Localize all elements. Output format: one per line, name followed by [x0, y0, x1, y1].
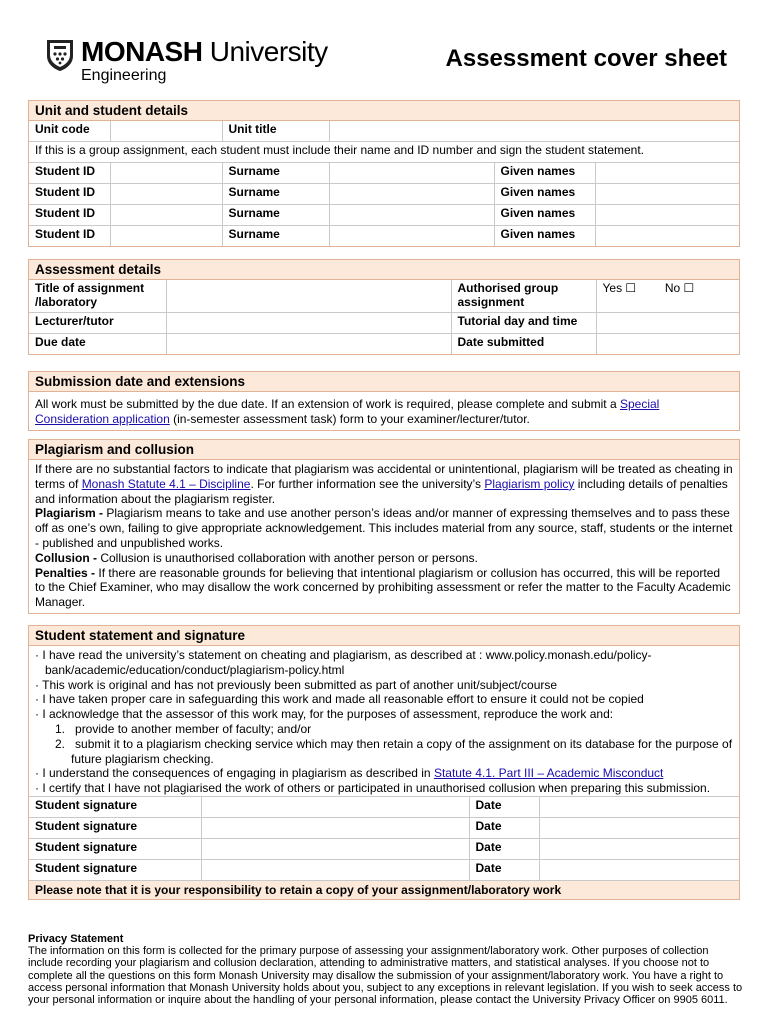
- list-item: · I have read the university’s statement on cheating and plagiarism, as described at : www.policy.monash.edu/policy-bank/academic/education/conduct/plagiarism-policy.html: [35, 648, 652, 677]
- plagiarism-intro: If there are no substantial factors to indicate that plagiarism was accidental or unintentional, plagiarism will be treated as cheating in terms of Monash Statute 4.1 – Discipline. For further information see the university’s Plagiarism policy including details of penalties and information about the plagiarism register.: [35, 462, 733, 506]
- statement-section: [28, 625, 740, 900]
- section-heading: Student statement and signature: [29, 626, 739, 646]
- plagiarism-section: [28, 439, 740, 614]
- statement-list: [29, 646, 739, 796]
- plagiarism-text: [29, 460, 739, 613]
- date-label: Date: [469, 859, 539, 880]
- assignment-title-field[interactable]: [166, 280, 451, 313]
- unit-code-field[interactable]: [110, 121, 222, 142]
- group-note: If this is a group assignment, each student must include their name and ID number and sign the student statement.: [29, 142, 739, 163]
- list-item: 1. provide to another member of faculty; and/or: [55, 721, 312, 736]
- retain-copy-note: Please note that it is your responsibility to retain a copy of your assignment/laboratory work: [29, 880, 739, 899]
- lecturer-label: Lecturer/tutor: [29, 313, 166, 334]
- given-names-label: Given names: [494, 184, 595, 205]
- surname-field[interactable]: [329, 226, 494, 247]
- section-heading: Plagiarism and collusion: [29, 440, 739, 460]
- due-date-label: Due date: [29, 334, 166, 355]
- signature-field[interactable]: [201, 838, 469, 859]
- unit-student-section: [28, 100, 740, 247]
- student-id-field[interactable]: [110, 163, 222, 184]
- student-id-field[interactable]: [110, 184, 222, 205]
- authorised-group-label: Authorised group assignment: [451, 280, 596, 313]
- student-row: [29, 163, 739, 184]
- signature-row: [29, 859, 739, 880]
- student-row: [29, 205, 739, 226]
- surname-label: Surname: [222, 205, 329, 226]
- date-field[interactable]: [539, 796, 739, 817]
- privacy-statement: [28, 933, 744, 1006]
- surname-field[interactable]: [329, 205, 494, 226]
- signature-label: Student signature: [29, 817, 201, 838]
- list-item: 2. submit it to a plagiarism checking service which may then retain a copy of the assignment on its database for the purpose of future plagiarism checking.: [55, 736, 733, 766]
- student-row: [29, 226, 739, 247]
- unit-code-label: Unit code: [29, 121, 110, 142]
- collusion-definition: Collusion - Collusion is unauthorised collaboration with another person or persons.: [35, 550, 478, 565]
- plagiarism-definition: Plagiarism - Plagiarism means to take and use another person’s ideas and/or manner of expressing themselves and to pass these off as one’s own, failing to give appropriate acknowledgement. This includes material from any source, staff, students or the internet - published and unpublished works.: [35, 506, 733, 550]
- unit-table: [29, 121, 739, 246]
- section-heading: Unit and student details: [29, 101, 739, 121]
- student-id-label: Student ID: [29, 163, 110, 184]
- date-field[interactable]: [539, 859, 739, 880]
- authorised-group-options: [596, 280, 739, 313]
- signature-field[interactable]: [201, 859, 469, 880]
- date-field[interactable]: [539, 838, 739, 859]
- assignment-title-label: Title of assignment /laboratory: [29, 280, 166, 313]
- signature-field[interactable]: [201, 796, 469, 817]
- logo-wordmark: MONASH University: [81, 36, 328, 67]
- section-heading: Submission date and extensions: [29, 372, 739, 392]
- monash-crest-icon: [45, 38, 75, 72]
- given-names-label: Given names: [494, 163, 595, 184]
- logo-faculty: Engineering: [81, 67, 167, 84]
- lecturer-field[interactable]: [166, 313, 451, 334]
- privacy-heading: Privacy Statement: [28, 933, 124, 945]
- signature-row: [29, 796, 739, 817]
- tutorial-label: Tutorial day and time: [451, 313, 596, 334]
- student-id-label: Student ID: [29, 226, 110, 247]
- unit-title-field[interactable]: [329, 121, 739, 142]
- date-field[interactable]: [539, 817, 739, 838]
- surname-label: Surname: [222, 163, 329, 184]
- signature-label: Student signature: [29, 859, 201, 880]
- page-title: Assessment cover sheet: [445, 45, 727, 72]
- signature-label: Student signature: [29, 796, 201, 817]
- date-submitted-field[interactable]: [596, 334, 739, 355]
- list-item: · This work is original and has not previously been submitted as part of another unit/subject/course: [35, 677, 558, 692]
- submission-section: [28, 371, 740, 431]
- signature-field[interactable]: [201, 817, 469, 838]
- assessment-section: [28, 259, 740, 355]
- statute-misconduct-link[interactable]: Statute 4.1. Part III – Academic Misconduct: [433, 766, 664, 781]
- list-item: · I have taken proper care in safeguarding this work and made all reasonable effort to ensure it could not be copied: [35, 692, 644, 707]
- given-names-label: Given names: [494, 226, 595, 247]
- student-id-field[interactable]: [110, 226, 222, 247]
- date-submitted-label: Date submitted: [451, 334, 596, 355]
- student-id-label: Student ID: [29, 205, 110, 226]
- assessment-table: [29, 280, 739, 354]
- student-row: [29, 184, 739, 205]
- student-id-label: Student ID: [29, 184, 110, 205]
- list-item: · I understand the consequences of engaging in plagiarism as described in Statute 4.1. Part III – Academic Misconduct: [35, 766, 664, 781]
- date-label: Date: [469, 817, 539, 838]
- yes-checkbox[interactable]: Yes ☐: [602, 281, 637, 295]
- signature-row: [29, 817, 739, 838]
- no-checkbox[interactable]: No ☐: [664, 281, 695, 295]
- list-item: · I acknowledge that the assessor of this work may, for the purposes of assessment, reproduce the work and:: [35, 707, 614, 722]
- student-id-field[interactable]: [110, 205, 222, 226]
- given-names-field[interactable]: [595, 163, 739, 184]
- surname-label: Surname: [222, 184, 329, 205]
- signature-table: [29, 796, 739, 880]
- section-heading: Assessment details: [29, 260, 739, 280]
- date-label: Date: [469, 838, 539, 859]
- signature-label: Student signature: [29, 838, 201, 859]
- surname-label: Surname: [222, 226, 329, 247]
- submission-text: All work must be submitted by the due date. If an extension of work is required, please complete and submit a Special Consideration application (in-semester assessment task) form to your examiner/lecturer/tutor.: [35, 397, 660, 426]
- plagiarism-policy-link[interactable]: Plagiarism policy: [484, 476, 575, 491]
- unit-title-label: Unit title: [222, 121, 329, 142]
- surname-field[interactable]: [329, 184, 494, 205]
- surname-field[interactable]: [329, 163, 494, 184]
- date-label: Date: [469, 796, 539, 817]
- given-names-field[interactable]: [595, 226, 739, 247]
- given-names-field[interactable]: [595, 184, 739, 205]
- tutorial-field[interactable]: [596, 313, 739, 334]
- privacy-text: The information on this form is collected for the primary purpose of assessing your assignment/laboratory work. Other purposes of collection include recording your plagiarism and collusion declaration, attending to administrative matters, and statistical analyses. If you choose not to complete all the questions on this form Monash University may disallow the submission of your assignment/laboratory work. You have a right to access personal information that Monash University holds about you, subject to any exceptions in relevant legislation. If you wish to seek access to your personal information or inquire about the handling of your personal information, please contact the University Privacy Officer on 9905 6011.: [28, 945, 743, 1007]
- special-consideration-link[interactable]: Special Consideration application: [35, 397, 660, 426]
- statute-link[interactable]: Monash Statute 4.1 – Discipline: [81, 476, 251, 491]
- given-names-field[interactable]: [595, 205, 739, 226]
- signature-row: [29, 838, 739, 859]
- monash-logo: [45, 38, 335, 88]
- penalties-definition: Penalties - If there are reasonable grounds for believing that intentional plagiarism or collusion has occurred, this will be reported to the Chief Examiner, who may disallow the work concerned by prohibiting assessment or refer the matter to the Faculty Academic Manager.: [35, 565, 731, 610]
- due-date-field[interactable]: [166, 334, 451, 355]
- list-item: · I certify that I have not plagiarised the work of others or participated in unauthorised collusion when preparing this submission.: [35, 781, 711, 796]
- given-names-label: Given names: [494, 205, 595, 226]
